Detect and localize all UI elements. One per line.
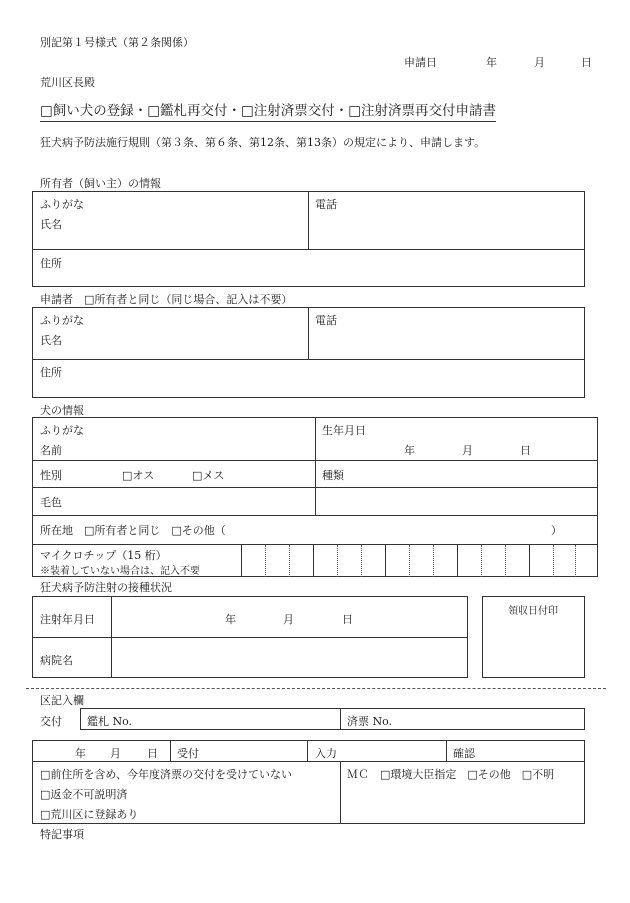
dog-birth-label: 生年月日 [322, 424, 366, 437]
dog-birth-month: 月 [462, 444, 473, 457]
stamp-label: 領収日付印 [508, 606, 558, 617]
certificate-number-label: 済票 No. [347, 715, 393, 728]
applicant-phone-label: 電話 [315, 314, 337, 327]
application-date-label: 申請日 [404, 56, 437, 69]
dog-birth-year: 年 [404, 444, 415, 457]
form-title [40, 99, 496, 119]
microchip-digit-cell[interactable] [434, 545, 458, 576]
issue-divider [340, 708, 341, 730]
check-no-refund-explained[interactable]: □返金不可説明済 [40, 788, 128, 801]
vaccination-section-title: 狂犬病予防注射の接種状況 [40, 581, 172, 594]
tag-number-label: 鑑札 No. [87, 715, 133, 728]
office-divider [446, 740, 447, 761]
applicant-address-label: 住所 [40, 366, 62, 379]
dog-divider [32, 460, 598, 461]
office-divider [307, 740, 308, 761]
microchip-digit-cell[interactable] [362, 545, 386, 576]
year-label: 年 [486, 56, 497, 69]
dashed-separator [26, 688, 606, 689]
month-label: 月 [534, 56, 545, 69]
microchip-note: ※装着していない場合は、記入不要 [40, 566, 200, 577]
microchip-digit-cell[interactable] [314, 545, 338, 576]
dog-color-label: 毛色 [40, 496, 62, 509]
applicant-furigana-label: ふりがな [40, 314, 84, 327]
dog-sex-female-checkbox[interactable]: □メス [192, 469, 225, 482]
applicant-divider [32, 359, 585, 360]
owner-phone-label: 電話 [315, 198, 337, 211]
dog-divider [32, 515, 598, 516]
dog-divider [32, 487, 598, 488]
office-section-title: 区記入欄 [40, 694, 84, 707]
vaccination-date-label: 注射年月日 [40, 613, 95, 626]
office-divider [32, 761, 585, 762]
dog-breed-label: 種類 [322, 469, 344, 482]
dog-name-label: 名前 [40, 444, 62, 457]
issue-label: 交付 [40, 715, 62, 728]
microchip-status-options[interactable]: ＭＣ □環境大臣指定 □その他 □不明 [347, 768, 555, 781]
dog-sex-male-checkbox[interactable]: □オス [122, 469, 155, 482]
remarks-label: 特記事項 [40, 828, 84, 841]
microchip-digit-cell[interactable] [458, 545, 482, 576]
applicant-divider [308, 307, 309, 360]
office-month: 月 [110, 747, 121, 760]
office-divider [340, 761, 341, 824]
dog-location-label: 所在地 □所有者と同じ □その他（ [40, 524, 226, 537]
dog-furigana-label: ふりがな [40, 424, 84, 437]
owner-address-label: 住所 [40, 257, 62, 270]
form-title-text: □飼い犬の登録・□鑑札再交付・□注射済票交付・□注射済票再交付申請書 [40, 103, 496, 122]
microchip-label: マイクロチップ（15 桁） [40, 549, 167, 562]
vaccination-day: 日 [342, 613, 353, 626]
microchip-digit-cell[interactable] [576, 545, 597, 576]
microchip-digit-cell[interactable] [242, 545, 266, 576]
applicant-section-title: 申請者 □所有者と同じ（同じ場合、記入は不要） [40, 293, 293, 306]
office-divider [170, 740, 171, 761]
microchip-digit-cell[interactable] [290, 545, 314, 576]
owner-divider [308, 191, 309, 250]
intro-text: 狂犬病予防法施行規則（第３条、第６条、第12条、第13条）の規定により、申請します。 [40, 136, 486, 149]
microchip-digit-cell[interactable] [482, 545, 506, 576]
microchip-digit-cell[interactable] [386, 545, 410, 576]
form-number: 別記第１号様式（第２条関係） [40, 36, 194, 49]
dog-sex-label: 性別 [40, 469, 62, 482]
dog-divider [315, 417, 316, 516]
owner-furigana-label: ふりがな [40, 198, 84, 211]
issue-table [80, 708, 585, 730]
dog-section-title: 犬の情報 [40, 404, 84, 417]
dog-location-close-paren: ） [551, 524, 562, 537]
applicant-name-label: 氏名 [40, 334, 62, 347]
microchip-digit-cell[interactable] [410, 545, 434, 576]
day-label: 日 [581, 56, 592, 69]
owner-section-title: 所有者（飼い主）の情報 [40, 177, 161, 190]
check-no-prior-issue[interactable]: □前住所を含め、今年度済票の交付を受けていない [40, 768, 292, 781]
microchip-digit-cell[interactable] [554, 545, 578, 576]
check-registered-in-arakawa[interactable]: □荒川区に登録あり [40, 808, 139, 821]
owner-name-label: 氏名 [40, 218, 62, 231]
microchip-digit-cell[interactable] [338, 545, 362, 576]
dog-birth-day: 日 [520, 444, 531, 457]
vaccination-month: 月 [283, 613, 294, 626]
owner-divider [32, 249, 585, 250]
input-label: 入力 [315, 747, 337, 760]
microchip-digit-cell[interactable] [266, 545, 290, 576]
vaccination-year: 年 [225, 613, 236, 626]
office-year: 年 [75, 747, 86, 760]
confirm-label: 確認 [453, 747, 475, 760]
microchip-digit-cell[interactable] [506, 545, 530, 576]
received-label: 受付 [177, 747, 199, 760]
office-day: 日 [147, 747, 158, 760]
vaccination-divider [32, 637, 468, 638]
microchip-digit-cell[interactable] [530, 545, 554, 576]
hospital-label: 病院名 [40, 654, 73, 667]
addressee: 荒川区長殿 [40, 76, 95, 89]
